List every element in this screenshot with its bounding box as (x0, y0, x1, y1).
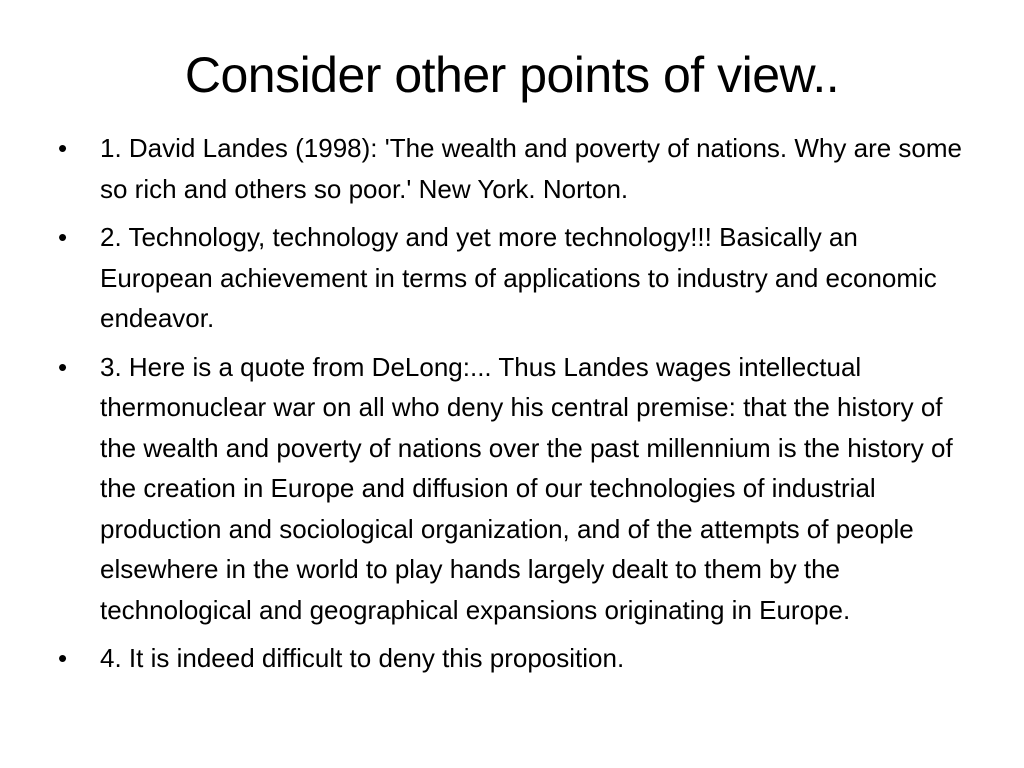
bullet-icon: • (58, 643, 68, 673)
bullet-list (56, 128, 976, 679)
bullet-item (56, 638, 976, 679)
bullet-text: 1. David Landes (1998): 'The wealth and poverty of nations. Why are some so rich and others so poor.' New York. Norton. (100, 133, 962, 204)
bullet-item (56, 128, 976, 209)
bullet-icon: • (58, 351, 68, 382)
slide-title: Consider other points of view.. (184, 47, 840, 103)
bullet-icon: • (58, 133, 68, 163)
bullet-icon: • (58, 222, 68, 252)
bullet-text: 3. Here is a quote from DeLong:... Thus Landes wages intellectual thermonuclear war on all who deny his central premise: that the history of the wealth and poverty of nations over the past millennium is the history of the creation in Europe and diffusion of our technologies of industrial production and sociological organization, and of the attempts of people elsewhere in the world to play hands largely dealt to them by the technological and geographical expansions originating in Europe. (100, 351, 953, 625)
bullet-item (56, 347, 976, 631)
bullet-item (56, 217, 976, 339)
bullet-text: 4. It is indeed difficult to deny this proposition. (100, 643, 625, 673)
bullet-text: 2. Technology, technology and yet more technology!!! Basically an European achievement in terms of applications to industry and economic endeavor. (100, 222, 937, 333)
